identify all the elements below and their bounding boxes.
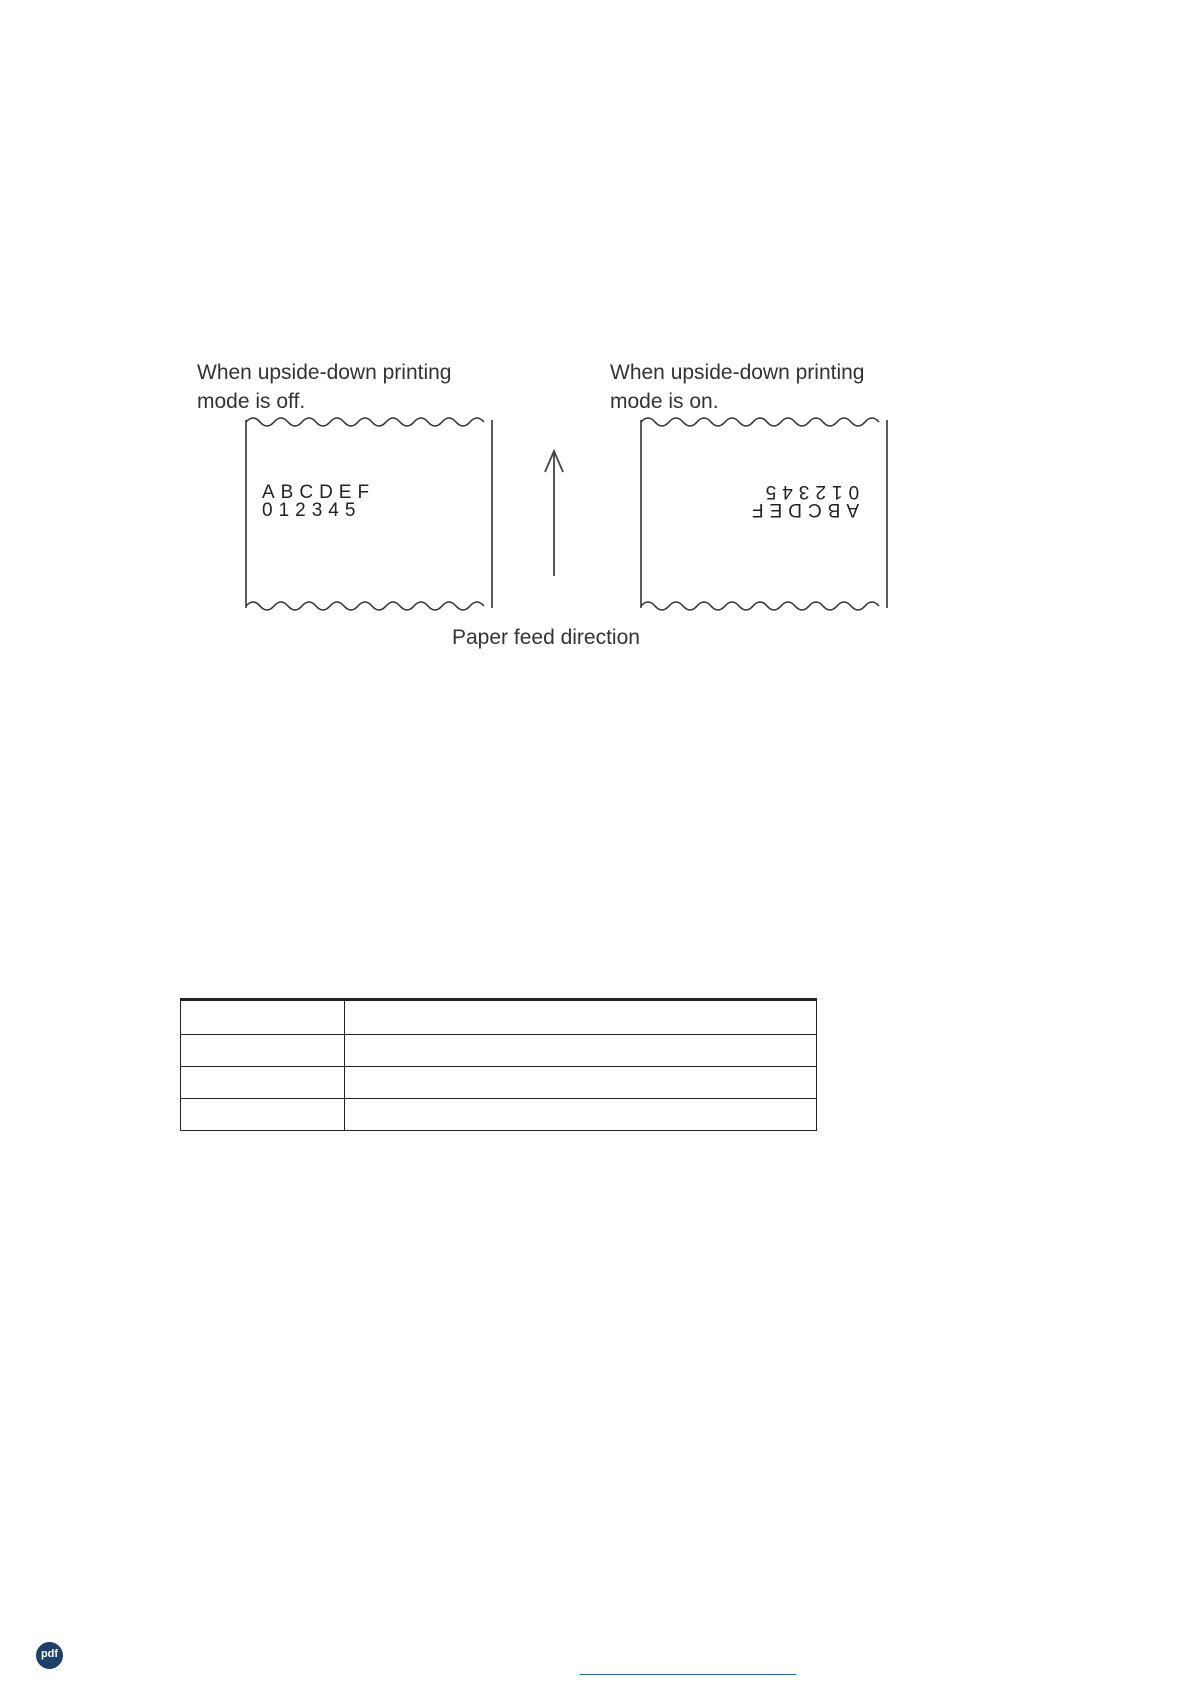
upside-down-printing-figure bbox=[180, 348, 900, 668]
caption-mode-off: When upside-down printing mode is off. bbox=[197, 361, 452, 413]
paper-feed-direction-label: Paper feed direction bbox=[452, 626, 640, 649]
table bbox=[180, 998, 817, 1131]
printed-digits: 012345 bbox=[262, 500, 362, 521]
table-row bbox=[181, 1067, 817, 1099]
table-row bbox=[181, 1035, 817, 1067]
paper-upside-down bbox=[639, 416, 889, 612]
table-cell bbox=[181, 1099, 345, 1131]
printed-letters-inverted: ABCDEF bbox=[745, 499, 859, 520]
table-cell bbox=[345, 1000, 817, 1035]
table-header-row bbox=[181, 1000, 817, 1035]
footer-link[interactable] bbox=[580, 1660, 796, 1675]
printed-digits-inverted: 012345 bbox=[759, 481, 859, 502]
printed-text-upside-down bbox=[746, 482, 859, 518]
arrow-up-icon bbox=[542, 448, 566, 578]
pdf-logo-icon: pdf bbox=[36, 1642, 63, 1669]
printed-letters: ABCDEF bbox=[262, 482, 376, 503]
table-cell bbox=[345, 1067, 817, 1099]
caption-mode-on: When upside-down printing mode is on. bbox=[610, 361, 865, 413]
table-cell bbox=[345, 1035, 817, 1067]
table-cell bbox=[181, 1035, 345, 1067]
paper-normal bbox=[244, 416, 494, 612]
table-row bbox=[181, 1099, 817, 1131]
table-cell bbox=[345, 1099, 817, 1131]
blank-table bbox=[180, 998, 817, 1131]
table-cell bbox=[181, 1000, 345, 1035]
table-cell bbox=[181, 1067, 345, 1099]
printed-text-normal bbox=[262, 484, 375, 520]
